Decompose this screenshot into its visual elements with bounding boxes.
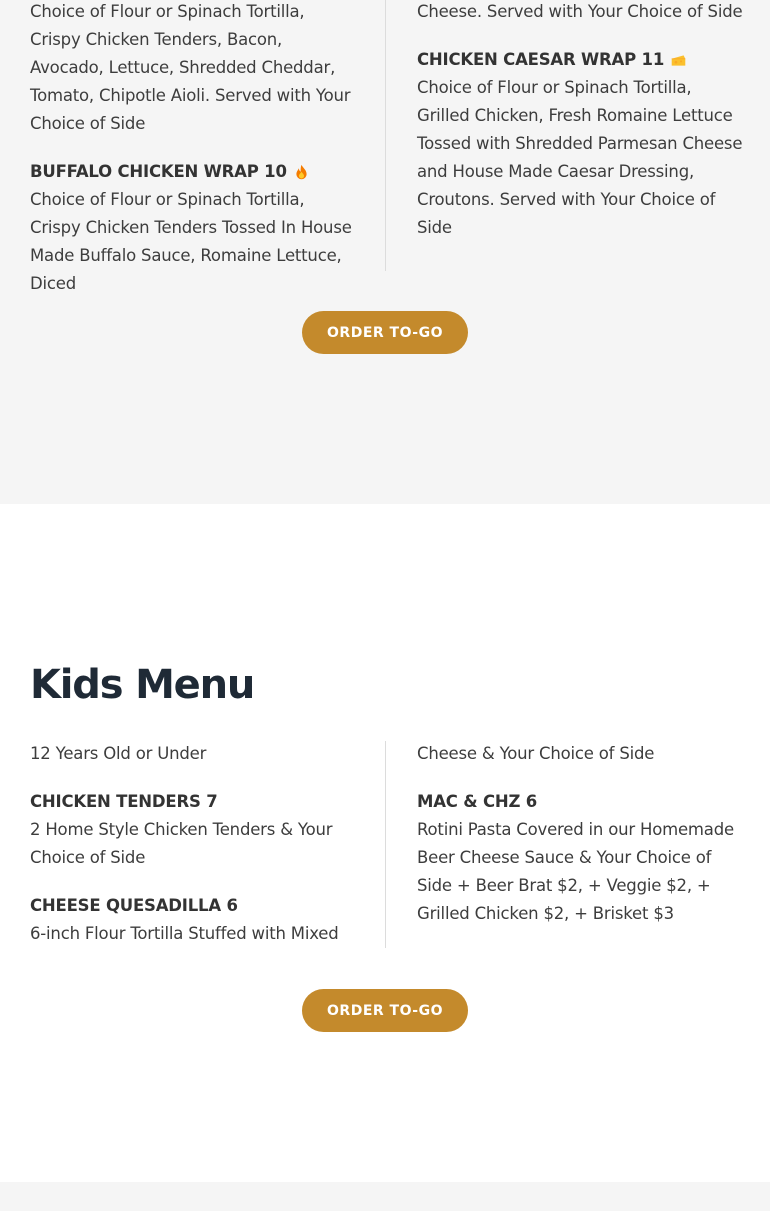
order-to-go-button[interactable]: ORDER TO-GO bbox=[302, 989, 468, 1032]
fire-icon bbox=[293, 164, 310, 181]
item-description: Choice of Flour or Spinach Tortilla, Grilled Chicken, Fresh Romaine Lettuce Tossed with Shredded Parmesan Cheese and House Made Caesar Dressing, Croutons. Served with Your Choice of Side bbox=[417, 78, 743, 237]
kids-left-column bbox=[30, 740, 360, 948]
column-divider bbox=[385, 0, 386, 271]
item-description: 2 Home Style Chicken Tenders & Your Choice of Side bbox=[30, 820, 333, 867]
item-title: CHEESE QUESADILLA 6 bbox=[30, 896, 238, 915]
wraps-left-column bbox=[30, 0, 360, 298]
cheese-icon bbox=[670, 52, 687, 69]
wraps-right-column bbox=[417, 0, 747, 242]
item-title-text: CHICKEN CAESAR WRAP 11 bbox=[417, 50, 665, 69]
item-description: Choice of Flour or Spinach Tortilla, Crispy Chicken Tenders, Bacon, Avocado, Lettuce, Shredded Cheddar, Tomato, Chipotle Aioli. Served with Your Choice of Side bbox=[30, 2, 351, 133]
item-title bbox=[417, 46, 747, 74]
kids-right-column bbox=[417, 740, 747, 928]
section-heading: Kids Menu bbox=[30, 662, 255, 708]
column-divider bbox=[385, 741, 386, 948]
item-title bbox=[30, 158, 360, 186]
item-description: 6-inch Flour Tortilla Stuffed with Mixed bbox=[30, 924, 339, 943]
item-description: Cheese. Served with Your Choice of Side bbox=[417, 2, 743, 21]
item-title: MAC & CHZ 6 bbox=[417, 792, 538, 811]
item-description: Cheese & Your Choice of Side bbox=[417, 744, 655, 763]
item-description: Choice of Flour or Spinach Tortilla, Crispy Chicken Tenders Tossed In House Made Buffalo Sauce, Romaine Lettuce, Diced bbox=[30, 190, 352, 293]
order-to-go-button[interactable]: ORDER TO-GO bbox=[302, 311, 468, 354]
footer-strip bbox=[0, 1182, 770, 1211]
item-title: CHICKEN TENDERS 7 bbox=[30, 792, 218, 811]
item-description: Rotini Pasta Covered in our Homemade Beer Cheese Sauce & Your Choice of Side + Beer Brat $2, + Veggie $2, + Grilled Chicken $2, + Brisket $3 bbox=[417, 820, 734, 923]
item-title-text: BUFFALO CHICKEN WRAP 10 bbox=[30, 162, 287, 181]
kids-age-note: 12 Years Old or Under bbox=[30, 744, 207, 763]
